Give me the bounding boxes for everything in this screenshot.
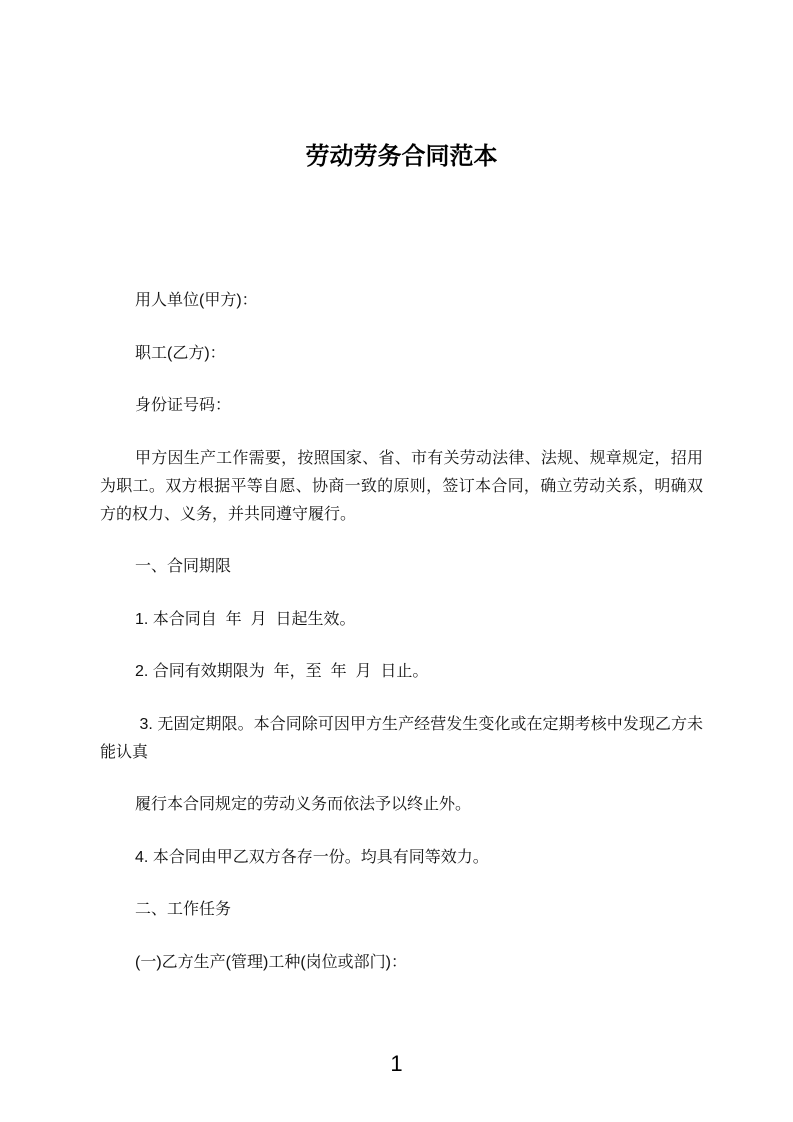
contract-paragraph: (一)乙方生产(管理)工种(岗位或部门)： — [135, 953, 407, 971]
contract-paragraph: 1. 本合同自 年 月 日起生效。 — [135, 610, 356, 628]
contract-paragraph: 2. 合同有效期限为 年，至 年 月 日止。 — [135, 663, 429, 680]
field-label: 职工(乙方)： — [135, 344, 226, 362]
contract-paragraph: 履行本合同规定的劳动义务而依法予以终止外。 — [135, 796, 472, 813]
document-title: 劳动劳务合同范本 — [305, 143, 498, 170]
page-number: 1 — [390, 1051, 403, 1076]
contract-paragraph: 甲方因生产工作需要，按照国家、省、市有关劳动法律、法规、规章规定，招用为职工。双方根据平等自愿、协商一致的原则，签订本合同，确立劳动关系，明确双方的权力、义务，并共同遵守履行。 — [100, 449, 703, 523]
field-label: 身份证号码： — [135, 397, 232, 414]
field-label: 用人单位(甲方)： — [135, 292, 258, 309]
section-heading: 二、工作任务 — [135, 901, 232, 918]
contract-paragraph: 3. 无固定期限。本合同除可因甲方生产经营发生变化或在定期考核中发现乙方未能认真 — [100, 715, 703, 761]
contract-paragraph: 4. 本合同由甲乙双方各存一份。均具有同等效力。 — [135, 848, 489, 866]
section-heading: 一、合同期限 — [135, 558, 232, 575]
document-body — [100, 142, 703, 1001]
